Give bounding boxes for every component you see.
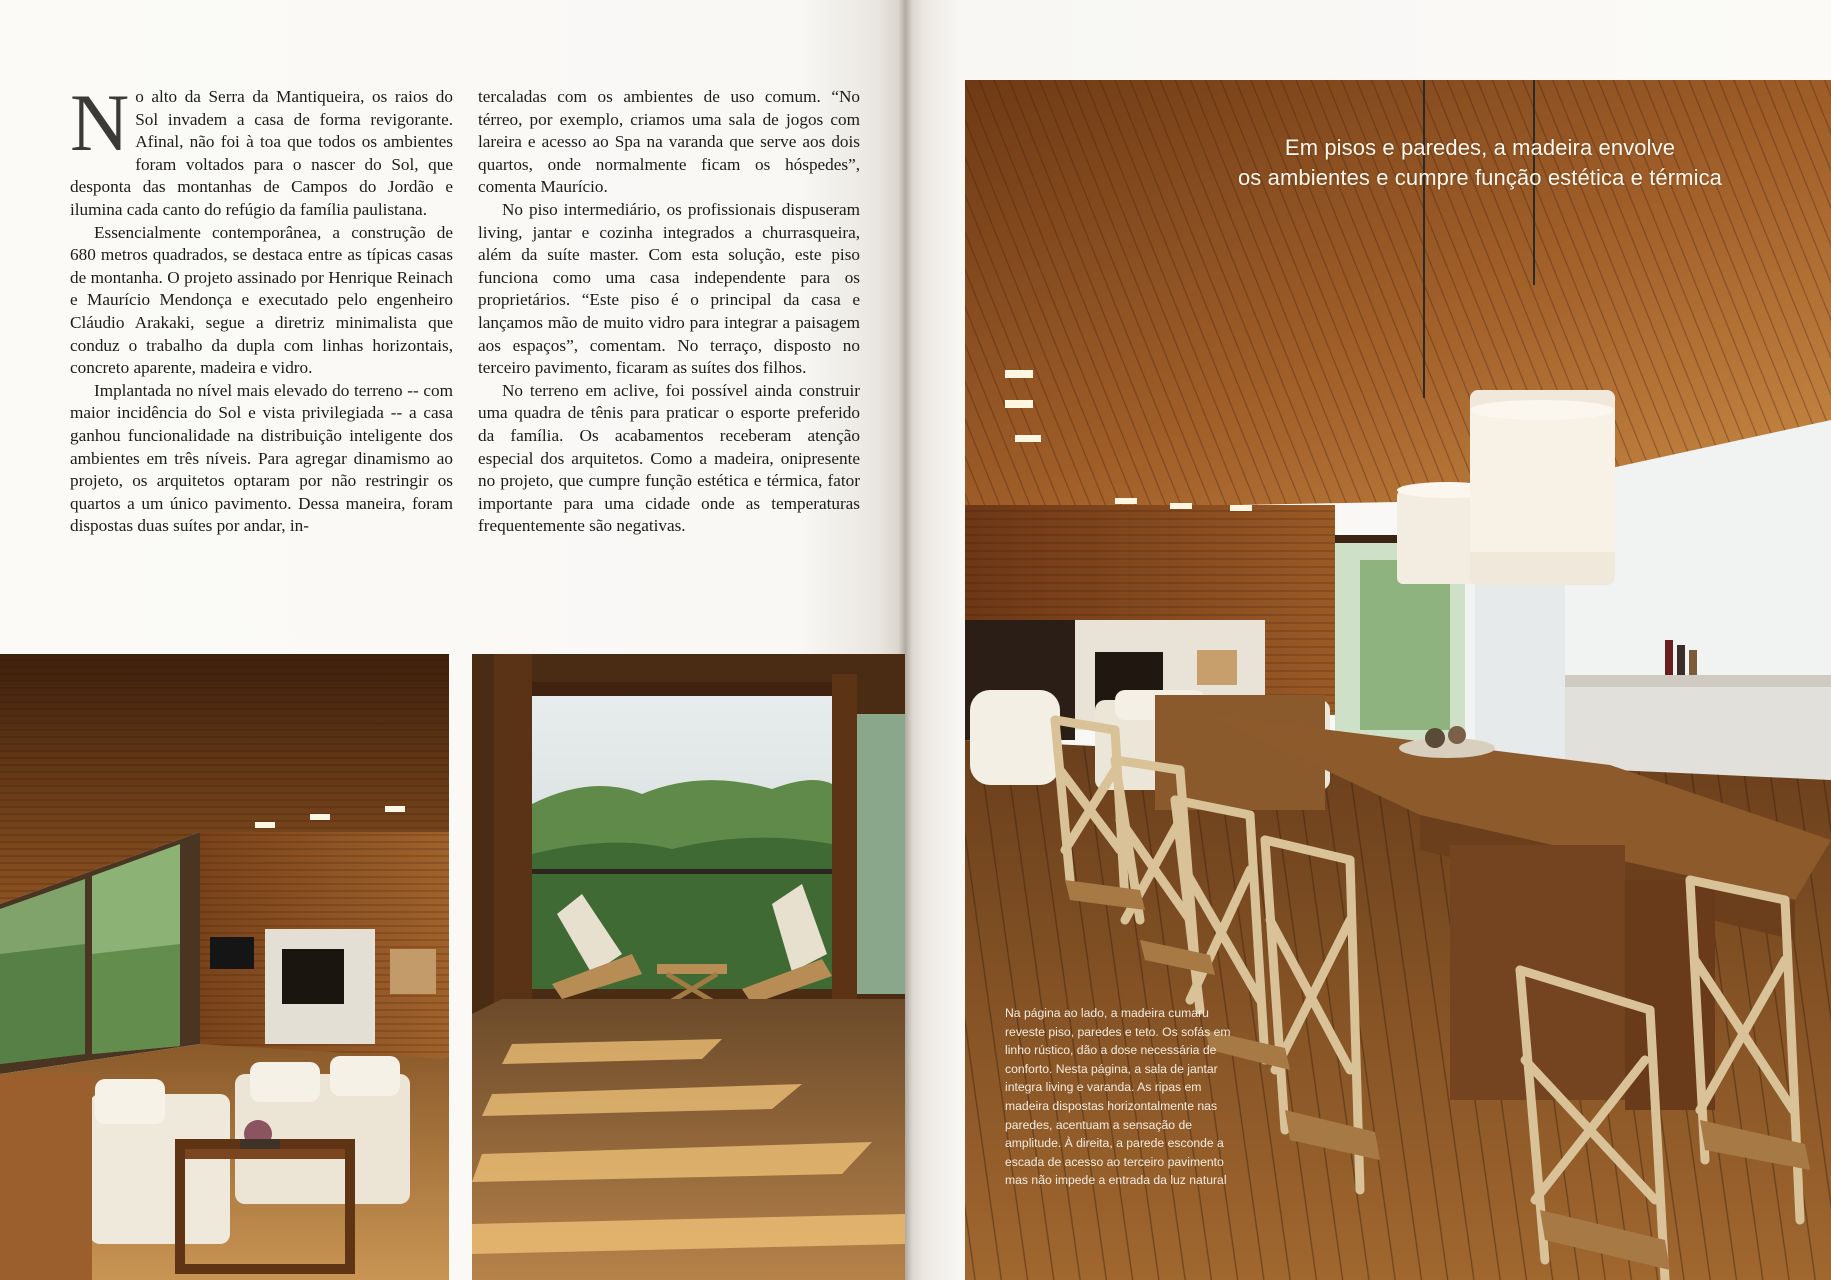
article-paragraph: No piso intermediário, os profissionais dispuseram living, jantar e cozinha integrados a churrasqueira, além da suíte master. Com esta solução, este piso funciona como uma casa independente para os proprietários. “Este piso é o principal da casa e lançamos mão de muito vidro para integrar a paisagem aos espaços”, comentam. No terraço, disposto no terceiro pavimento, ficaram as suítes dos filhos. bbox=[478, 199, 860, 378]
article-paragraph: Essencialmente contemporânea, a construção de 680 metros quadrados, se destaca entre as típicas casas de montanha. O projeto assinado por Henrique Reinach e Maurício Mendonça e executado pelo engenheiro Cláudio Arakaki, segue a diretriz minimalista que conduz o trabalho da dupla com linhas horizontais, concreto aparente, madeira e vidro. bbox=[70, 222, 453, 378]
article-paragraph: tercaladas com os ambientes de uso comum. “No térreo, por exemplo, criamos uma sala de jogos com lareira e acesso ao Spa na varanda que serve aos dois quartos, onde normalmente ficam os hóspedes”, comenta Maurício. bbox=[478, 87, 860, 197]
article-paragraph: Implantada no nível mais elevado do terreno -- com maior incidência do Sol e vista privilegiada -- a casa ganhou funcionalidade na distribuição inteligente dos ambientes em três níveis. Para agregar dinamismo ao projeto, os arquitetos optaram por não restringir os quartos a um único pavimento. Dessa maneira, foram dispostas duas suítes por andar, in- bbox=[70, 380, 453, 536]
article-column-2 bbox=[478, 86, 860, 538]
terrace-photo bbox=[472, 654, 905, 1280]
headline-line: Em pisos e paredes, a madeira envolve bbox=[1284, 135, 1676, 160]
headline-line: os ambientes e cumpre função estética e térmica bbox=[1237, 165, 1723, 190]
paragraph-text: o alto da Serra da Mantiqueira, os raios do Sol invadem a casa de forma revigorante. Afinal, não foi à toa que todos os ambientes foram voltados para o nascer do Sol, que desponta das montanhas de Campos do Jordão e ilumina cada canto do refúgio da família paulistana. bbox=[70, 87, 453, 219]
article-paragraph: No terreno em aclive, foi possível ainda construir uma quadra de tênis para praticar o esporte preferido da família. Os acabamentos receberam atenção especial dos arquitetos. Como a madeira, onipresente no projeto, que cumpre função estética e térmica, fator importante para uma cidade onde as temperaturas frequentemente são negativas. bbox=[478, 380, 860, 536]
article-column-1 bbox=[70, 77, 453, 538]
article-paragraph bbox=[70, 77, 453, 222]
drop-cap: N bbox=[70, 77, 130, 168]
photo-caption: Na página ao lado, a madeira cumaru reveste piso, paredes e teto. Os sofás em linho rústico, dão a dose necessária de conforto. Nesta página, a sala de jantar integra living e varanda. As ripas em madeira dispostas horizontalmente nas paredes, acentuam a sensação de amplitude. À direita, a parede esconde a escada de acesso ao terceiro pavimento mas não impede a entrada da luz natural bbox=[1005, 1006, 1231, 1188]
living-room-photo bbox=[0, 654, 449, 1280]
photo-headline bbox=[1155, 133, 1805, 193]
